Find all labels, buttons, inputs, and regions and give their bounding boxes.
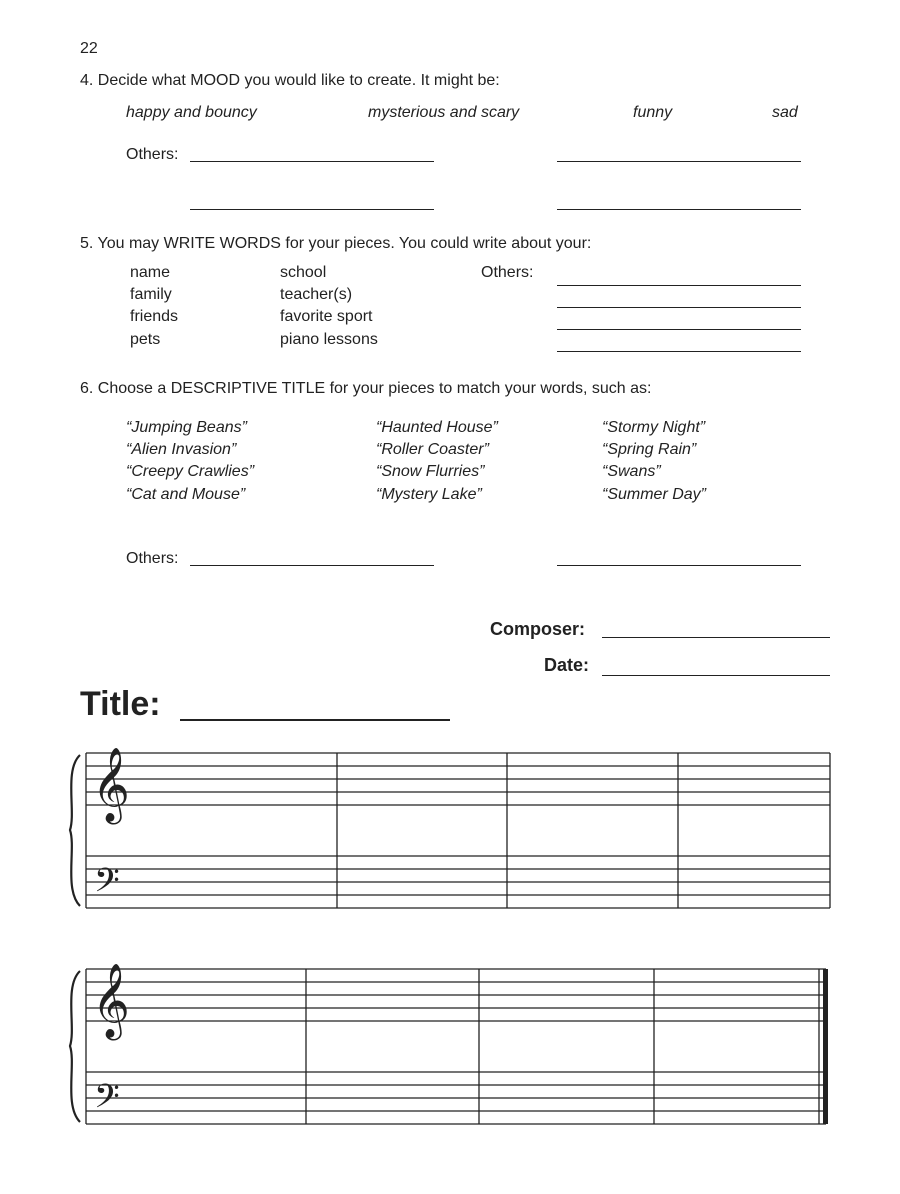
word-topic: name bbox=[130, 264, 171, 281]
treble-staff-lines bbox=[86, 969, 826, 1021]
section-6-prompt: 6. Choose a DESCRIPTIVE TITLE for your pieces to match your words, such as: bbox=[80, 380, 652, 397]
others-label: Others: bbox=[126, 146, 179, 163]
title-example: “Alien Invasion” bbox=[126, 441, 237, 458]
mood-option: mysterious and scary bbox=[368, 104, 520, 121]
word-topic: teacher(s) bbox=[280, 286, 353, 303]
title-example: “Mystery Lake” bbox=[376, 486, 482, 503]
title-example: “Roller Coaster” bbox=[376, 441, 489, 458]
title-example: “Cat and Mouse” bbox=[126, 486, 246, 503]
brace-icon bbox=[70, 755, 80, 906]
word-topic: piano lessons bbox=[280, 331, 378, 348]
section-4-prompt: 4. Decide what MOOD you would like to create. It might be: bbox=[80, 72, 500, 89]
bass-staff-lines bbox=[86, 856, 830, 908]
word-topic: friends bbox=[130, 308, 179, 325]
title-example: “Swans” bbox=[602, 463, 661, 480]
treble-clef-icon: 𝄞 bbox=[92, 748, 130, 822]
mood-option: sad bbox=[772, 104, 798, 121]
page-number: 22 bbox=[80, 40, 98, 57]
bass-staff-lines bbox=[86, 1072, 826, 1124]
bass-clef-icon: 𝄢 bbox=[94, 862, 120, 908]
title-example: “Stormy Night” bbox=[602, 419, 706, 436]
final-barline bbox=[823, 969, 828, 1124]
title-label: Title: bbox=[80, 685, 161, 723]
word-topic: pets bbox=[130, 331, 161, 348]
word-topic: school bbox=[280, 264, 327, 281]
others-label: Others: bbox=[126, 550, 179, 567]
mood-option: funny bbox=[633, 104, 673, 121]
title-example: “Haunted House” bbox=[376, 419, 498, 436]
barlines bbox=[86, 753, 830, 908]
treble-clef-icon: 𝄞 bbox=[92, 964, 130, 1038]
title-example: “Summer Day” bbox=[602, 486, 707, 503]
treble-staff-lines bbox=[86, 753, 830, 805]
title-example: “Spring Rain” bbox=[602, 441, 697, 458]
others-label: Others: bbox=[481, 264, 534, 281]
bass-clef-icon: 𝄢 bbox=[94, 1078, 120, 1124]
brace-icon bbox=[70, 971, 80, 1122]
date-label: Date: bbox=[544, 655, 590, 675]
mood-option: happy and bouncy bbox=[126, 104, 257, 121]
composer-label: Composer: bbox=[490, 619, 586, 639]
title-example: “Jumping Beans” bbox=[126, 419, 247, 436]
barlines bbox=[86, 969, 819, 1124]
section-5-prompt: 5. You may WRITE WORDS for your pieces. You could write about your: bbox=[80, 235, 592, 252]
word-topic: family bbox=[130, 286, 172, 303]
title-example: “Snow Flurries” bbox=[376, 463, 485, 480]
word-topic: favorite sport bbox=[280, 308, 373, 325]
title-example: “Creepy Crawlies” bbox=[126, 463, 255, 480]
